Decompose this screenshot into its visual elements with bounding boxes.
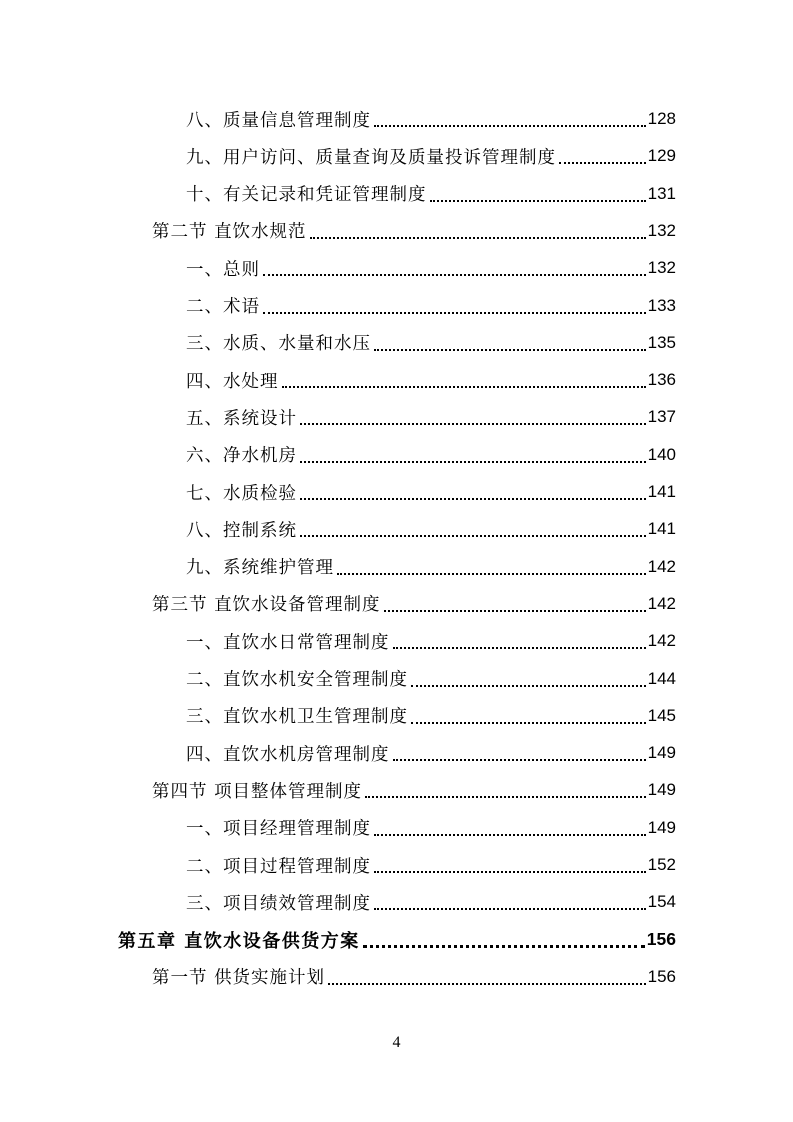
toc-subsection-entry[interactable]	[186, 885, 676, 919]
toc-entry-page: 154	[647, 892, 676, 912]
toc-subsection-entry[interactable]	[186, 550, 676, 584]
toc-subsection-entry[interactable]	[186, 624, 676, 658]
toc-entry-page: 156	[646, 929, 676, 950]
dot-leader	[393, 759, 646, 761]
toc-entry-title: 第一节 供货实施计划	[152, 968, 326, 989]
toc-subsection-entry[interactable]	[186, 400, 676, 434]
toc-subsection-entry[interactable]	[186, 662, 676, 696]
toc-entry-page: 141	[647, 519, 676, 539]
toc-entry-page: 149	[647, 743, 676, 763]
toc-entry-title: 十、有关记录和凭证管理制度	[186, 185, 427, 206]
toc-entry-title: 四、直饮水机房管理制度	[186, 744, 390, 765]
toc-entry-page: 144	[647, 668, 676, 688]
toc-entry-title: 三、项目绩效管理制度	[186, 893, 371, 914]
toc-entry-page: 145	[647, 705, 676, 725]
toc-subsection-entry[interactable]	[186, 699, 676, 733]
toc-entry-title: 第五章 直饮水设备供货方案	[118, 930, 360, 952]
toc-entry-title: 一、直饮水日常管理制度	[186, 632, 390, 653]
dot-leader	[282, 386, 646, 388]
toc-subsection-entry[interactable]	[186, 438, 676, 472]
toc-section-entry[interactable]	[152, 773, 676, 807]
toc-entry-page: 142	[647, 556, 676, 576]
toc-subsection-entry[interactable]	[186, 512, 676, 546]
toc-entry-title: 四、水处理	[186, 371, 279, 392]
toc-entry-page: 128	[647, 109, 676, 128]
toc-section-entry[interactable]	[152, 587, 676, 621]
dot-leader	[374, 871, 646, 873]
toc-entry-page: 132	[647, 220, 676, 240]
toc-subsection-entry[interactable]	[186, 177, 676, 211]
toc-subsection-entry[interactable]	[186, 251, 676, 285]
toc-entry-page: 142	[647, 593, 676, 613]
toc-entry-page: 132	[647, 258, 676, 278]
dot-leader	[374, 834, 646, 836]
toc-entry-page: 149	[647, 780, 676, 800]
dot-leader	[374, 125, 646, 127]
toc-entry-page: 131	[647, 183, 676, 203]
dot-leader	[411, 685, 646, 687]
dot-leader	[328, 983, 646, 985]
dot-leader	[365, 796, 646, 798]
toc-entry-title: 九、用户访问、质量查询及质量投诉管理制度	[186, 147, 556, 168]
toc-subsection-entry[interactable]	[186, 139, 676, 173]
dot-leader	[363, 945, 645, 948]
toc-entry-title: 二、项目过程管理制度	[186, 856, 371, 877]
toc-entry-page: 137	[647, 407, 676, 427]
toc-subsection-entry[interactable]	[186, 326, 676, 360]
toc-entry-title: 二、直饮水机安全管理制度	[186, 670, 408, 690]
toc-entry-page: 149	[647, 817, 676, 837]
toc-subsection-entry[interactable]	[186, 848, 676, 882]
dot-leader	[263, 312, 646, 314]
toc-entry-title: 第四节 项目整体管理制度	[152, 781, 363, 802]
toc-entry-title: 第二节 直饮水规范	[152, 222, 307, 243]
toc-entry-title: 九、系统维护管理	[186, 558, 334, 579]
toc-subsection-entry[interactable]	[186, 811, 676, 845]
toc-entry-title: 第三节 直饮水设备管理制度	[152, 595, 381, 616]
dot-leader	[559, 162, 646, 164]
dot-leader	[374, 349, 646, 351]
toc-entry-page: 129	[647, 146, 676, 166]
toc-entry-title: 八、控制系统	[186, 520, 297, 541]
dot-leader	[430, 200, 646, 202]
toc-subsection-entry[interactable]	[186, 736, 676, 770]
toc-entry-title: 七、水质检验	[186, 483, 297, 504]
dot-leader	[300, 461, 646, 463]
dot-leader	[384, 610, 646, 612]
toc-entry-title: 六、净水机房	[186, 446, 297, 467]
toc-entry-title: 三、直饮水机卫生管理制度	[186, 707, 408, 728]
dot-leader	[393, 647, 646, 649]
toc-entry-page: 142	[647, 631, 676, 651]
toc-chapter-entry[interactable]	[118, 923, 676, 957]
dot-leader	[300, 498, 646, 500]
toc-entry-page: 133	[647, 295, 676, 315]
dot-leader	[337, 573, 646, 575]
toc-subsection-entry[interactable]	[186, 475, 676, 509]
dot-leader	[310, 237, 646, 239]
toc-entry-title: 一、总则	[186, 259, 260, 280]
toc-entry-page: 152	[647, 855, 676, 874]
dot-leader	[300, 535, 646, 537]
toc-entry-title: 二、术语	[186, 297, 260, 317]
dot-leader	[374, 908, 646, 910]
toc-section-entry[interactable]	[152, 214, 676, 248]
toc-entry-page: 140	[647, 444, 676, 464]
dot-leader	[411, 722, 646, 724]
toc-entry-title: 八、质量信息管理制度	[186, 110, 371, 131]
toc-subsection-entry[interactable]	[186, 289, 676, 323]
toc-subsection-entry[interactable]	[186, 102, 676, 136]
dot-leader	[300, 423, 646, 425]
toc-entry-title: 五、系统设计	[186, 408, 297, 429]
toc-section-entry[interactable]	[152, 960, 676, 994]
dot-leader	[263, 274, 646, 276]
toc-entry-page: 136	[647, 370, 676, 390]
toc-entry-title: 三、水质、水量和水压	[186, 334, 371, 355]
page-number: 4	[392, 1034, 401, 1051]
toc-entry-page: 156	[647, 966, 676, 986]
toc-entry-page: 141	[647, 482, 676, 501]
toc-entry-page: 135	[647, 332, 676, 352]
toc-entry-title: 一、项目经理管理制度	[186, 819, 371, 840]
toc-subsection-entry[interactable]	[186, 363, 676, 397]
